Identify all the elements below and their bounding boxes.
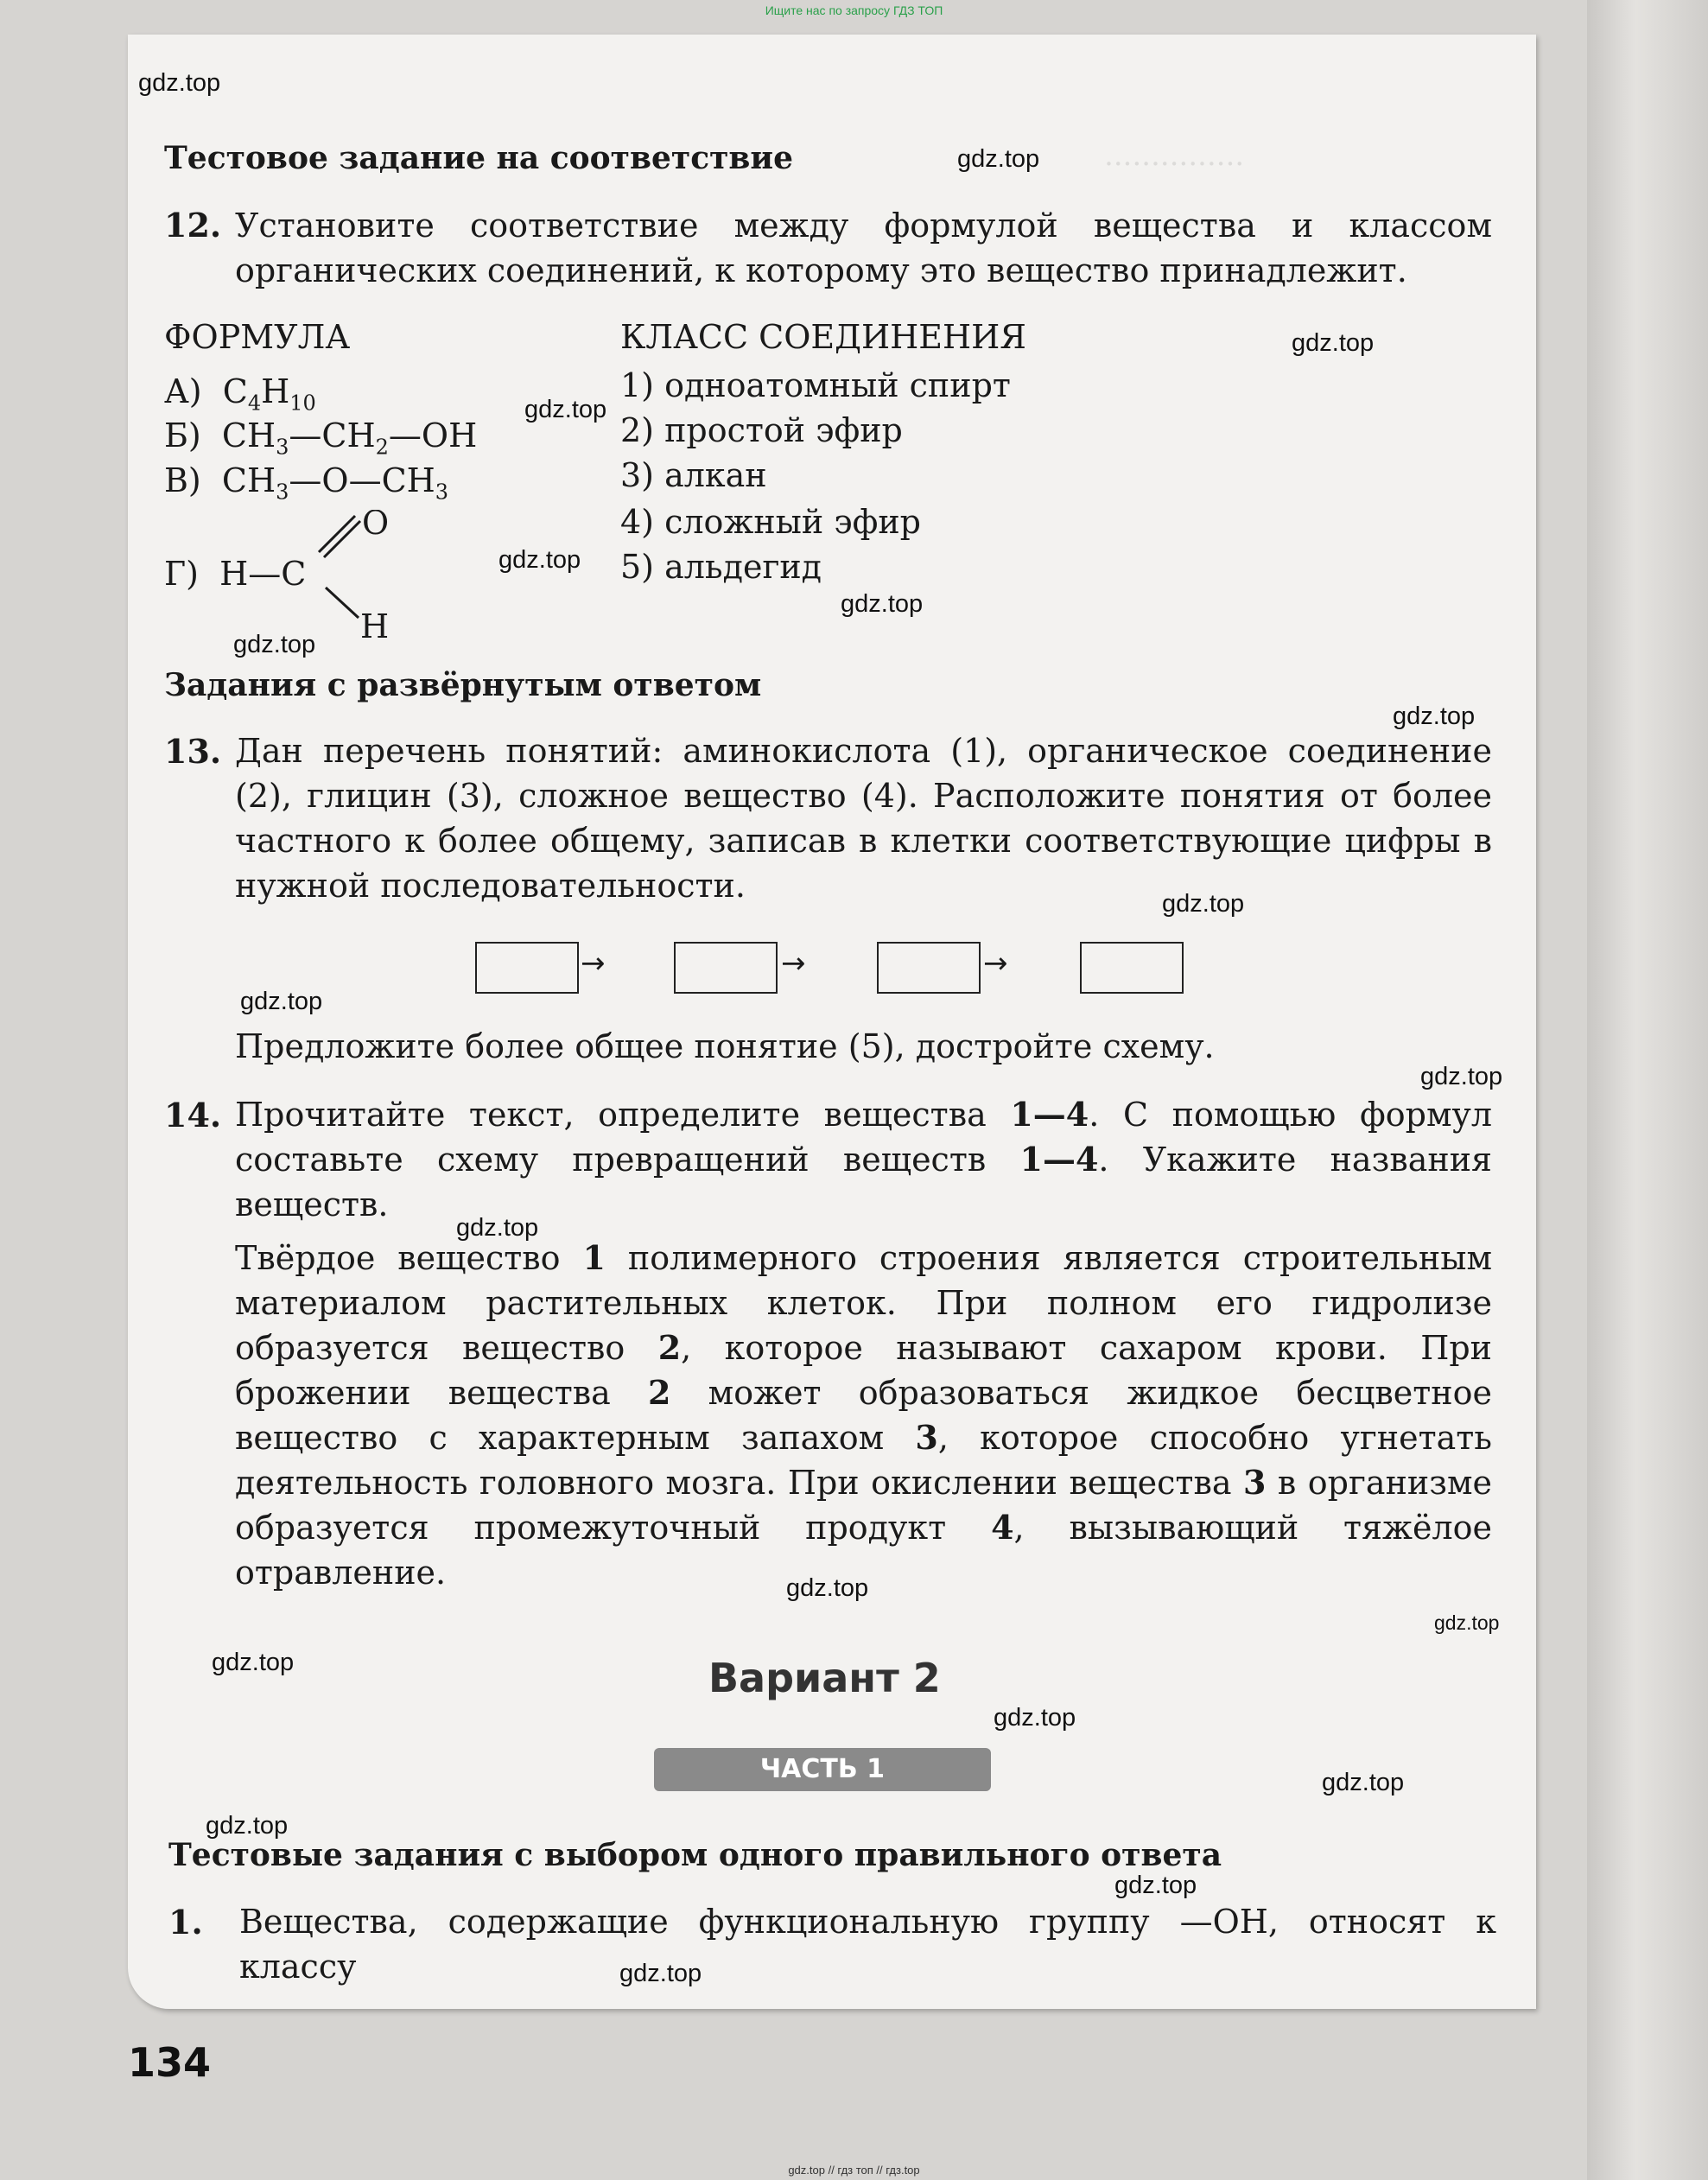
q14-para-part: в организме образуется промежуточный продукт — [235, 1464, 1492, 1547]
q1-number: 1. — [168, 1903, 203, 1942]
formula-d-label: Г) — [164, 555, 199, 593]
q13-number: 13. — [164, 732, 222, 771]
substance-2: 2 — [657, 1328, 682, 1367]
formula-column-header: ФОРМУЛА — [164, 318, 351, 356]
svg-text:H: H — [360, 607, 390, 639]
watermark: gdz.top — [957, 145, 1040, 173]
watermark: gdz.top — [498, 546, 581, 574]
formula-b-label: Б) — [164, 416, 201, 454]
formula-a-label: А) — [164, 372, 202, 410]
watermark: gdz.top — [786, 1574, 869, 1602]
q14-range: 1—4 — [1010, 1095, 1089, 1134]
answer-cell-1[interactable] — [475, 942, 579, 994]
top-banner: Ищите нас по запросу ГДЗ ТОП — [765, 3, 943, 17]
book-edge — [1587, 0, 1708, 2180]
substance-3: 3 — [1242, 1463, 1267, 1502]
section-heading-match: Тестовое задание на соответствие — [164, 140, 794, 176]
formula-b-value: $CH_3—CH_2—OH$ — [211, 416, 478, 460]
q12-text: Установите соответствие между формулой вещества и классом органических соединений, к которому это вещество принадлежит. — [235, 207, 1492, 289]
q14-text — [235, 1092, 1492, 1227]
q14-number: 14. — [164, 1096, 222, 1134]
class-item-4: 4) сложный эфир — [620, 503, 921, 541]
q13-followup: Предложите более общее понятие (5), достройте схему. — [235, 1027, 1215, 1065]
q12-number: 12. — [164, 206, 222, 245]
formula-d-value: H—C — [209, 555, 307, 593]
watermark: gdz.top — [240, 988, 323, 1015]
q14-para-part: Твёрдое вещество — [235, 1239, 583, 1277]
watermark: gdz.top — [138, 69, 221, 97]
watermark: gdz.top — [1420, 1063, 1503, 1090]
substance-1: 1 — [582, 1238, 606, 1277]
q13-text: Дан перечень понятий: аминокислота (1), органическое соединение (2), глицин (3), сложное вещество (4). Расположите понятия от более частного к более общему, записав в клетки соответствующие цифры в нужной последовательности. — [235, 732, 1492, 905]
arrow-right-icon: → — [983, 946, 1008, 981]
class-item-2: 2) простой эфир — [620, 411, 903, 449]
formula-c-value: $CH_3—O—CH_3$ — [211, 461, 449, 505]
q14-para-part: , которое способно угнетать деятельность головного мозга. При окислении вещества — [235, 1419, 1492, 1502]
svg-text:O: O — [362, 510, 390, 542]
substance-3: 3 — [915, 1418, 938, 1457]
variant-title: Вариант 2 — [708, 1655, 941, 1701]
watermark: gdz.top — [619, 1960, 702, 1987]
formula-a-value: $C_4H_{10}$ — [212, 372, 316, 416]
substance-2: 2 — [647, 1373, 671, 1412]
q14-para-part: полимерного строения является строительным материалом растительных клеток. При полном его гидролизе образуется вещество — [235, 1239, 1493, 1367]
watermark: gdz.top — [233, 631, 316, 658]
watermark: gdz.top — [212, 1649, 295, 1676]
answer-cell-2[interactable] — [674, 942, 778, 994]
aldehyde-structure — [289, 510, 402, 639]
q1-text: Вещества, содержащие функциональную группу —OH, относят к классу — [239, 1903, 1496, 1986]
q14-range: 1—4 — [1019, 1140, 1099, 1179]
part-label: ЧАСТЬ 1 — [654, 1748, 991, 1791]
q14-paragraph — [235, 1236, 1492, 1595]
class-item-3: 3) алкан — [620, 456, 767, 494]
bleed-through: ............... — [1104, 138, 1245, 173]
q14-text-part: . Укажите названия веществ. — [235, 1141, 1492, 1223]
formula-c-label: В) — [164, 461, 201, 499]
answer-cell-3[interactable] — [877, 942, 981, 994]
class-column-header: КЛАСС СОЕДИНЕНИЯ — [620, 318, 1026, 356]
watermark: gdz.top — [1322, 1769, 1405, 1796]
q14-para-part: , которое называют сахаром крови. При брожении вещества — [235, 1329, 1492, 1412]
class-item-1: 1) одноатомный спирт — [620, 366, 1011, 404]
watermark: gdz.top — [456, 1214, 539, 1242]
answer-cell-4[interactable] — [1080, 942, 1184, 994]
class-item-5: 5) альдегид — [620, 548, 822, 586]
watermark: gdz.top — [1434, 1611, 1500, 1634]
watermark: gdz.top — [1162, 890, 1245, 918]
substance-4: 4 — [991, 1508, 1014, 1547]
watermark: gdz.top — [524, 396, 607, 423]
watermark: gdz.top — [206, 1812, 289, 1840]
formula-c — [164, 458, 448, 515]
section-heading-single-choice: Тестовые задания с выбором одного правильного ответа — [168, 1837, 1222, 1873]
q14-text-part: . С помощью формул составьте схему превращений веществ — [235, 1096, 1492, 1179]
page-number: 134 — [128, 2039, 212, 2086]
watermark: gdz.top — [994, 1704, 1076, 1732]
q14-text-part: Прочитайте текст, определите вещества — [235, 1096, 1011, 1134]
q14-para-part: может образоваться жидкое бесцветное вещество с характерным запахом — [235, 1374, 1493, 1457]
section-heading-extended: Задания с развёрнутым ответом — [164, 667, 762, 703]
watermark: gdz.top — [1292, 329, 1375, 357]
q14-para-part: , вызывающий тяжёлое отравление. — [235, 1509, 1492, 1592]
arrow-right-icon: → — [581, 946, 606, 981]
arrow-right-icon: → — [781, 946, 806, 981]
watermark: gdz.top — [1114, 1872, 1197, 1899]
bottom-banner: gdz.top // гдз топ // гдз.top — [788, 2164, 920, 2177]
formula-d — [164, 551, 306, 596]
watermark: gdz.top — [1393, 702, 1476, 730]
watermark: gdz.top — [841, 590, 924, 618]
